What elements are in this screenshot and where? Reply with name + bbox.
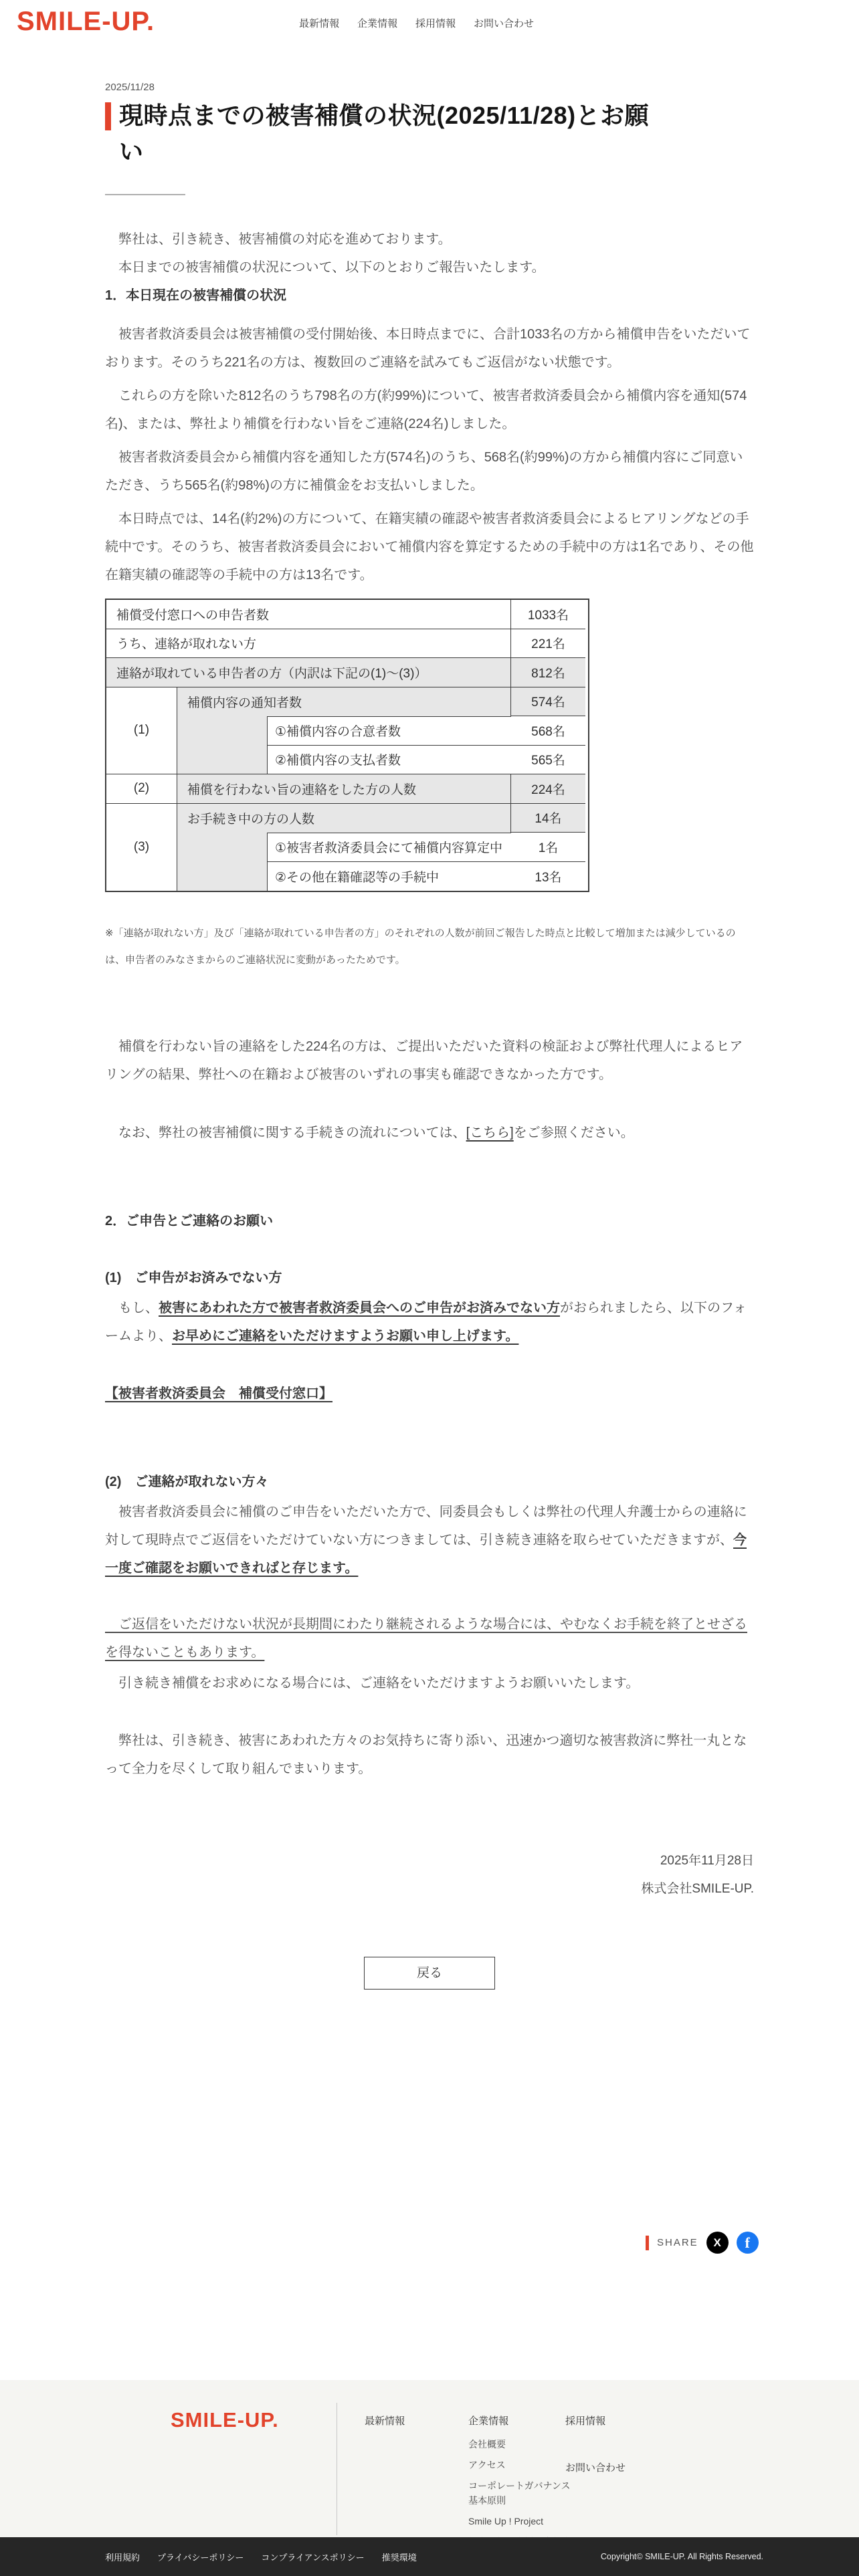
footer-col-news: [365, 2413, 405, 2428]
table-group-number: (3): [106, 804, 177, 891]
text-segment: 被害者救済委員会に補償のご申告をいただいた方で、同委員会もしくは弊社の代理人弁護士からの連絡に対して現時点でご返信をいただけていない方につきましては、引き続き連絡を取らせていただきますが、: [105, 1505, 747, 1547]
share-accent-bar: [646, 2236, 649, 2250]
table-subrow-label: ①被害者救済委員会にて補償内容算定中: [267, 833, 511, 862]
emphasized-text: 今一度ご確認をお願いできればと存じます。: [105, 1533, 747, 1576]
facebook-icon[interactable]: f: [737, 2232, 759, 2254]
header-nav: [299, 16, 534, 30]
sign-company: 株式会社SMILE-UP.: [641, 1882, 754, 1896]
nav-item-news[interactable]: 最新情報: [299, 18, 340, 29]
table-row-label: 連絡が取れている申告者の方（内訳は下記の(1)～(3)）: [106, 658, 511, 687]
table-subrow-label: ②補償内容の支払者数: [267, 746, 511, 775]
table-group-number: (2): [106, 774, 177, 804]
footer-link-access[interactable]: アクセス: [468, 2460, 506, 2470]
footer-logo[interactable]: SMILE-UP.: [171, 2408, 279, 2432]
footer-link-smileup-project[interactable]: Smile Up ! Project: [468, 2516, 544, 2527]
share-label: SHARE: [657, 2237, 698, 2248]
table-row-label: 補償内容の通知者数: [177, 687, 511, 717]
table-subrow-value: 13名: [535, 870, 562, 885]
table-row-value: 574名: [511, 687, 585, 717]
table-indent-cell: [177, 716, 267, 774]
x-twitter-icon[interactable]: X: [706, 2232, 729, 2254]
reference-text: をご参照ください。: [513, 1125, 634, 1140]
footer-col-recruit: [565, 2413, 626, 2474]
section2-heading: 2．ご申告とご連絡のお願い: [105, 1214, 274, 1228]
site-header: [0, 0, 859, 48]
table-row-value: 14名: [511, 804, 585, 833]
footer-bottom-bar: [0, 2537, 859, 2576]
table-indent-cell: [177, 833, 267, 891]
section2-sub2-heading: (2) ご連絡が取れない方々: [105, 1475, 269, 1489]
paragraph-contact-request: [105, 1498, 754, 1582]
section2-sub1-heading: (1) ご申告がお済みでない方: [105, 1271, 282, 1285]
compensation-status-table: [105, 599, 589, 892]
footer-link-privacy[interactable]: プライバシーポリシー: [157, 2552, 244, 2563]
table-row-value: 221名: [511, 629, 585, 659]
paragraph: 引き続き補償をお求めになる場合には、ご連絡をいただけますようお願いいたします。: [105, 1676, 640, 1691]
footer-link-compliance[interactable]: コンプライアンスポリシー: [261, 2552, 365, 2563]
paragraph-request-report: [105, 1294, 754, 1350]
kochira-link[interactable]: [こちら]: [466, 1125, 514, 1140]
site-footer: [0, 2380, 859, 2576]
footer-company-items: [468, 2437, 572, 2549]
text-segment: がおられましたら、以下のフォームより、: [105, 1301, 747, 1344]
sign-date: 2025年11月28日: [660, 1854, 754, 1868]
nav-item-company[interactable]: 企業情報: [357, 18, 398, 29]
footer-legal-links: [105, 2551, 417, 2563]
reference-paragraph: [105, 1119, 754, 1147]
back-button[interactable]: 戻る: [364, 1957, 495, 1990]
emphasized-text: 被害にあわれた方で被害者救済委員会へのご申告がお済みでない方: [159, 1301, 560, 1315]
paragraph-closing: 弊社は、引き続き、被害にあわれた方々のお気持ちに寄り添い、迅速かつ適切な被害救済に弊社一丸となって全力を尽くして取り組んでまいります。: [105, 1733, 747, 1776]
table-subrow-label: ①補償内容の合意者数: [267, 716, 511, 746]
table-row-label: 補償受付窓口への申告者数: [106, 600, 511, 629]
title-divider: [105, 194, 185, 195]
paragraph: これらの方を除いた812名のうち798名の方(約99%)について、被害者救済委員会から補償内容を通知(574名)、または、弊社より補償を行わない旨をご連絡(224名)しました。: [105, 389, 747, 431]
footer-link-recruit[interactable]: 採用情報: [565, 2416, 606, 2427]
footer-link-governance[interactable]: コーポレートガバナンス基本原則: [468, 2480, 571, 2506]
table-row-value: 224名: [511, 774, 585, 804]
section1-heading: 1．本日現在の被害補償の状況: [105, 288, 287, 303]
table-row-label: お手続き中の方の人数: [177, 804, 511, 833]
footer-link-terms[interactable]: 利用規約: [105, 2552, 140, 2563]
intro-line-1: 弊社は、引き続き、被害補償の対応を進めております。: [105, 232, 452, 247]
paragraph: 被害者救済委員会から補償内容を通知した方(574名)のうち、568名(約99%)の方から補償内容にご同意いただき、うち565名(約98%)の方に補償金をお支払いしました。: [105, 450, 743, 493]
title-accent-bar: [105, 102, 111, 130]
article-date: 2025/11/28: [105, 82, 155, 93]
intro-line-2: 本日までの被害補償の状況について、以下のとおりご報告いたします。: [105, 260, 545, 275]
footer-link-company-overview[interactable]: 会社概要: [468, 2439, 506, 2450]
table-row-label: うち、連絡が取れない方: [106, 629, 511, 659]
footer-col-company: [468, 2413, 572, 2555]
table-subrow-label: ②その他在籍確認等の手続中: [267, 862, 511, 891]
page-title-line1: 現時点までの被害補償の状況(2025/11/28)とお願: [119, 102, 650, 129]
footer-link-news[interactable]: 最新情報: [365, 2416, 405, 2427]
site-logo[interactable]: SMILE-UP.: [17, 7, 155, 36]
paragraph: 本日時点では、14名(約2%)の方について、在籍実績の確認や被害者救済委員会によるヒアリングなどの手続中です。そのうち、被害者救済委員会において補償内容を算定するための手続中の方は1名であり、その他在籍実績の確認等の手続中の方は13名です。: [105, 512, 754, 582]
table-row-label: 補償を行わない旨の連絡をした方の人数: [177, 774, 511, 804]
nav-item-recruit[interactable]: 採用情報: [415, 18, 456, 29]
table-subrow-value: 565名: [511, 746, 585, 775]
intro-paragraph: [105, 225, 754, 282]
footer-link-environment[interactable]: 推奨環境: [381, 2552, 417, 2563]
form-link-wrap: [105, 1380, 754, 1408]
nav-item-contact[interactable]: お問い合わせ: [474, 18, 535, 29]
share-block: [646, 2232, 759, 2254]
table-group-number: (1): [106, 687, 177, 775]
footer-link-contact[interactable]: お問い合わせ: [565, 2462, 626, 2474]
text-segment: もし、: [105, 1301, 159, 1315]
reference-text: なお、弊社の被害補償に関する手続きの流れについては、: [105, 1125, 466, 1140]
emphasized-text: お早めにご連絡をいただけますようお願い申し上げます。: [172, 1329, 519, 1344]
table-row-value: 812名: [511, 658, 585, 687]
table-row-value: 1033名: [511, 600, 585, 629]
table-subrow-value: 1名: [511, 833, 585, 862]
copyright-text: Copyright© SMILE-UP. All Rights Reserved.: [600, 2552, 763, 2561]
table-footnote: ※「連絡が取れない方」及び「連絡が取れている申告者の方」のそれぞれの人数が前回ご報告した時点と比較して増加または減少しているのは、申告者のみなさまからのご連絡状況に変動があったためです。: [105, 928, 736, 966]
footer-link-company[interactable]: 企業情報: [468, 2416, 509, 2427]
article: [105, 80, 754, 1990]
paragraph: 補償を行わない旨の連絡をした224名の方は、ご提出いただいた資料の検証および弊社代理人によるヒアリングの結果、弊社への在籍および被害のいずれの事実も確認できなかった方です。: [105, 1039, 743, 1082]
paragraph-termination-notice: ご返信をいただけない状況が長期間にわたり継続されるような場合には、やむなくお手続を終了とせざるを得ないこともあります。: [105, 1617, 747, 1660]
table-subrow-value: 568名: [511, 716, 585, 746]
paragraph: 被害者救済委員会は被害補償の受付開始後、本日時点までに、合計1033名の方から補償申告をいただいております。そのうち221名の方は、複数回のご連絡を試みてもご返信がない状態です。: [105, 327, 751, 370]
page-title-line2: い: [119, 138, 144, 165]
page-title: [105, 98, 754, 170]
reception-form-link[interactable]: 【被害者救済委員会 補償受付窓口】: [105, 1386, 332, 1401]
